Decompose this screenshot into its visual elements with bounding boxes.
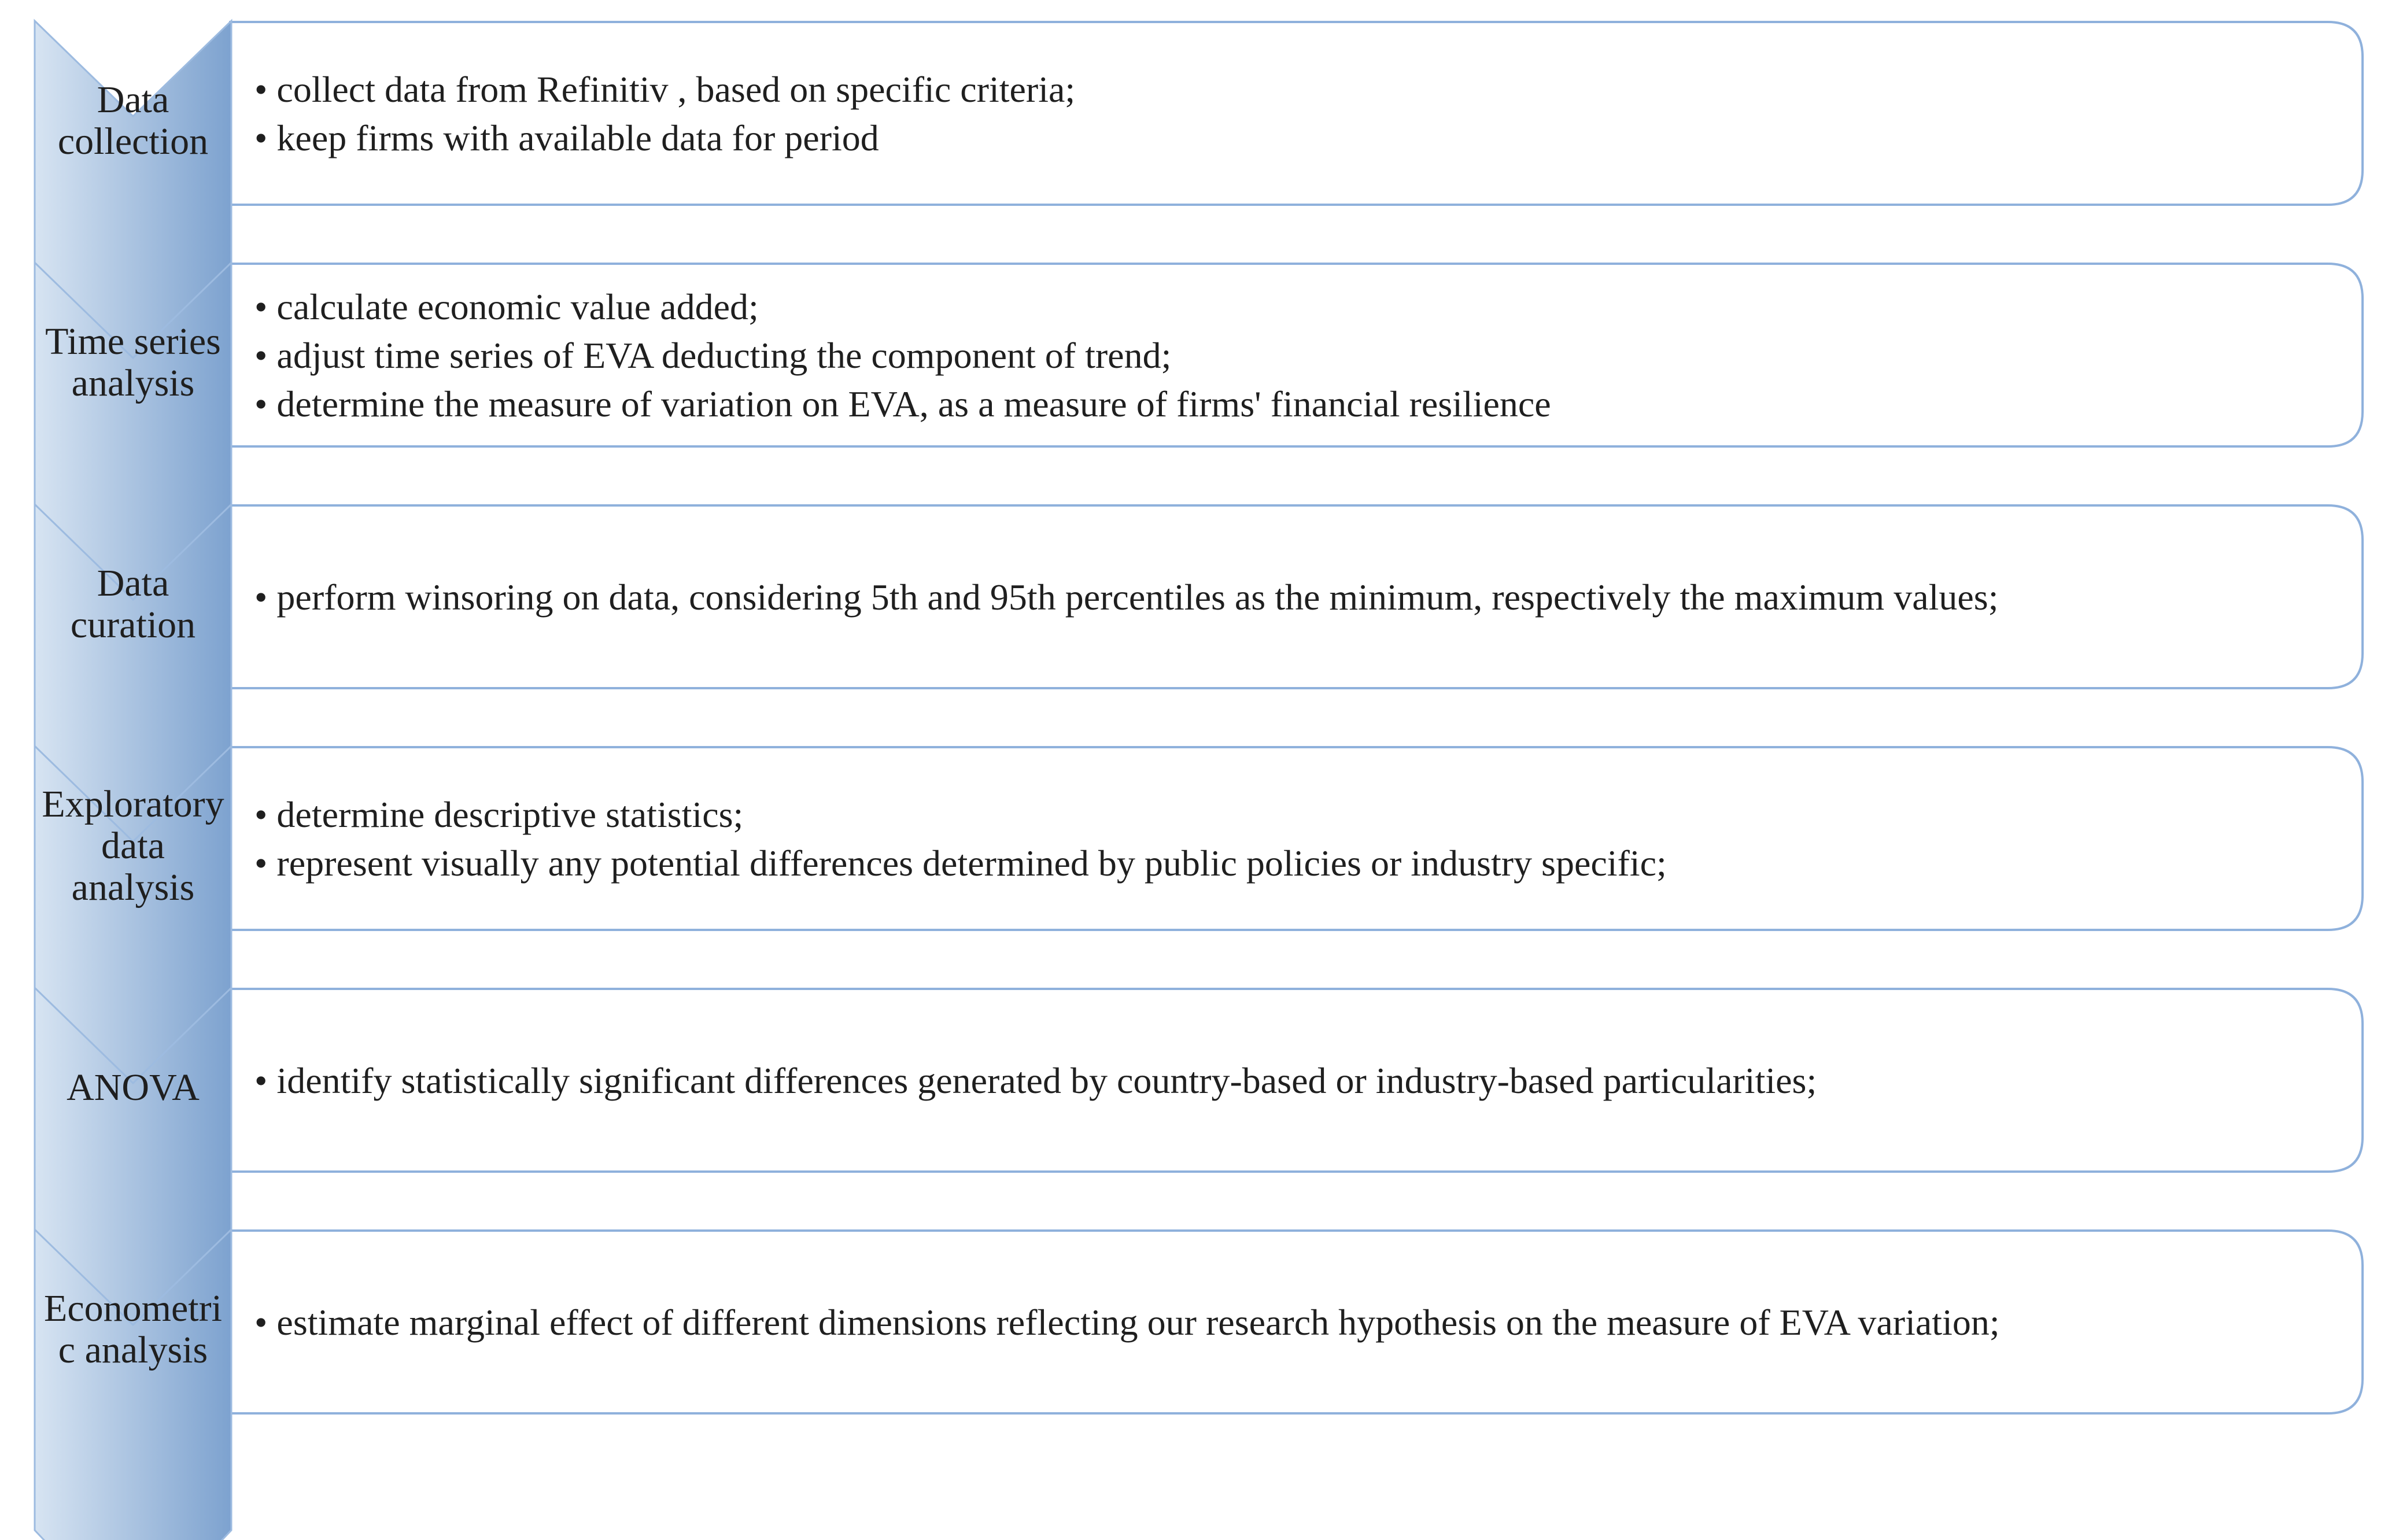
- step-label: ANOVA: [67, 1066, 200, 1109]
- step-chevrons: [35, 21, 231, 1540]
- step-bullet-text: • calculate economic value added;: [254, 286, 759, 327]
- step-bullet-text: • represent visually any potential differences determined by public policies or industry specific;: [254, 843, 1667, 884]
- step-label: Time series: [45, 320, 221, 363]
- step-label: analysis: [71, 866, 195, 909]
- step-bullet-text: • keep firms with available data for period: [254, 117, 879, 158]
- step-bullet-text: • estimate marginal effect of different dimensions reflecting our research hypothesis on the measure of EVA variation;: [254, 1302, 2000, 1343]
- step-boxes: [230, 22, 2363, 1413]
- step-label: Econometri: [44, 1287, 222, 1330]
- step-bullet-text: • adjust time series of EVA deducting the component of trend;: [254, 335, 1172, 376]
- step-bullet-text: • perform winsoring on data, considering 5th and 95th percentiles as the minimum, respectively the maximum values;: [254, 577, 1999, 618]
- step-label: collection: [57, 120, 209, 163]
- step-bullet-text: • determine the measure of variation on EVA, as a measure of firms' financial resilience: [254, 383, 1551, 424]
- step-label: curation: [70, 604, 196, 646]
- step-bullet-text: • identify statistically significant differences generated by country-based or industry-based particularities;: [254, 1060, 1817, 1101]
- step-label: Data: [97, 562, 169, 604]
- step-label: Exploratory: [42, 783, 224, 825]
- step-bullet-text: • determine descriptive statistics;: [254, 794, 744, 835]
- step-label: data: [101, 825, 165, 867]
- step-box: [230, 747, 2363, 930]
- step-label: c analysis: [58, 1329, 208, 1371]
- step-bullet-text: • collect data from Refinitiv , based on specific criteria;: [254, 69, 1076, 110]
- step-label: Data: [97, 79, 169, 121]
- step-label: analysis: [71, 362, 195, 404]
- step-box: [230, 22, 2363, 205]
